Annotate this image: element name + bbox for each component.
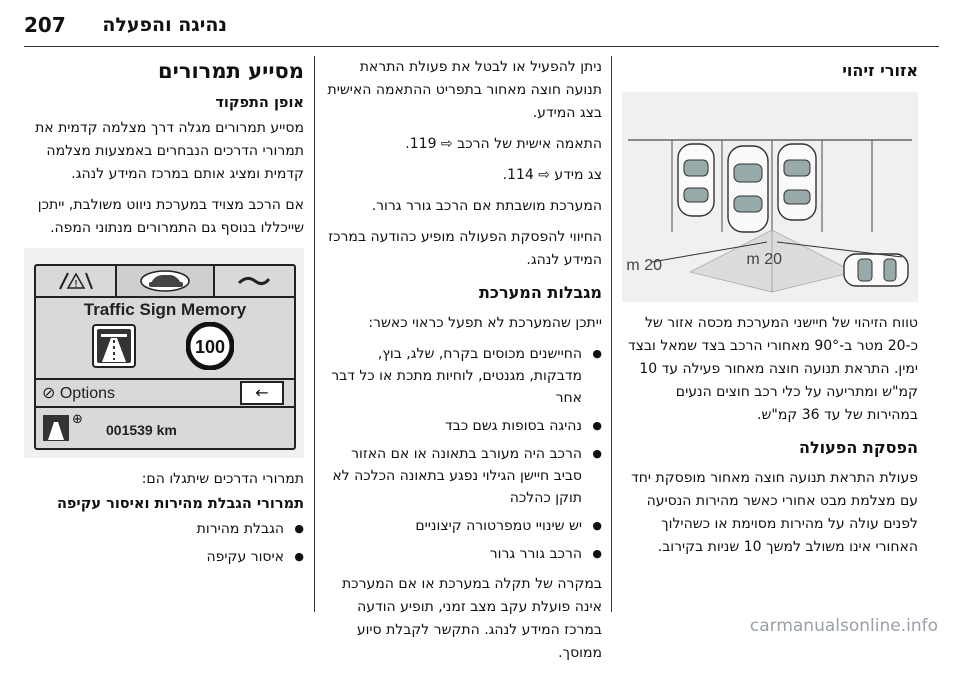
back-arrow-icon: ← [240, 381, 284, 405]
driver-info-display [34, 264, 296, 450]
speed-limit-value: 100 [194, 337, 226, 357]
distance-label-left: 20 m [626, 257, 662, 274]
checkmark-circle-icon: ⊘ [42, 385, 60, 402]
subheading-deactivation: הפסקת הפעולה [798, 438, 918, 457]
limitations-intro: ייתכן שהמערכת לא תפעל כראוי כאשר: [368, 315, 602, 331]
watermark: carmanualsonline.info [749, 616, 938, 636]
malfunction-text: במקרה של תקלה במערכת או אם המערכת אינה פועלת עקב מצב זמני, תופיע הודעה במרכז המידע לנהג. התקשר לקבלת סיוע ממוסך. [341, 576, 602, 661]
trailer-disable-text: המערכת מושבתת אם הרכב גורר גרור. [371, 198, 602, 214]
display-title: Traffic Sign Memory [83, 300, 247, 319]
section-heading-traffic-sign-assistant: מסייע תמרורים [158, 59, 304, 83]
warning-tab [36, 266, 117, 296]
parking-lot-diagram [622, 92, 918, 302]
limitations-list [326, 343, 602, 565]
enable-disable-text: ניתן להפעיל או לבטל את פעולת התראת תנועה חוצה מאחור בתפריט ההתאמה האישית בצג המידע. [327, 59, 602, 121]
motorway-sign-icon [92, 324, 136, 368]
column-divider-right [611, 56, 612, 612]
display-options-row [36, 378, 294, 408]
list-item: ● יש שינויי טמפרטורה קיצוניים [326, 515, 602, 537]
right-column [622, 56, 918, 567]
distance-label-right: 20 m [746, 251, 782, 268]
subheading-speed-and-overtaking: תמרורי הגבלת מהירות ואיסור עקיפה [56, 496, 304, 512]
page-number: 207 [24, 13, 66, 37]
road-tab [215, 266, 294, 296]
speed-limit-sign-icon [186, 322, 234, 370]
list-item: ● הרכב היה מעורב בתאונה או אם האזור סביב חיישן הגילוי נפגע בתאונה הכלכה לא תוקן כהלכה [326, 443, 602, 509]
deactivation-text: פעולת התראת תנועה חוצה מאחור מופסקת יחד עם מצלמת מבט אחורי כאשר מהירות הנסיעה לפנים עולה על מהירות מסוימת או כשהילוך האחורי אינו משולב למשך 10 שניות בקירוב. [631, 470, 918, 555]
left-column [24, 56, 304, 576]
personalization-reference: התאמה אישית של הרכב ⇨ 119. [405, 136, 602, 152]
middle-column [326, 56, 602, 673]
display-tab-bar [36, 266, 294, 298]
odometer-reading: 001539 km [106, 422, 177, 438]
subheading-functionality: אופן התפקוד [215, 95, 304, 111]
sign-types-list [24, 518, 304, 568]
display-bottom-bar [36, 408, 294, 448]
parked-car-right-icon [778, 144, 816, 220]
list-item: ● הרכב גורר גרור [326, 543, 602, 565]
detection-zone-illustration [622, 92, 918, 302]
list-item: ● החיישנים מכוסים בקרח, שלג, בוץ, מדבקות, מגנטים, לוחיות מתכת או כל דבר אחר [326, 343, 602, 409]
car-icon [139, 269, 191, 293]
subheading-system-limitations: מגבלות המערכת [478, 283, 602, 302]
small-motorway-icon [42, 414, 70, 442]
parked-car-left-icon [678, 144, 714, 216]
deactivation-indication-text: החיווי להפסקת הפעולה מופיע כהודעה במרכז המידע לנהג. [328, 229, 602, 268]
section-heading-detection-zones: אזורי זיהוי [842, 61, 918, 80]
info-display-reference: צג מידע ⇨ 114. [502, 167, 602, 183]
column-divider-left [314, 56, 315, 612]
list-item: ● נהיגה בסופות גשם כבד [326, 415, 602, 437]
header-rule [24, 46, 939, 47]
header-title: נהיגה והפעלה [102, 14, 227, 36]
approaching-car-icon [844, 254, 908, 286]
warning-icon [56, 271, 96, 291]
traffic-sign-display-illustration [24, 248, 304, 458]
svg-text:!: ! [73, 279, 78, 290]
vehicle-tab [117, 266, 214, 296]
navigation-text: אם הרכב מצויד במערכת ניווט משולבת, ייתכן שייכללו בנוסף גם התמרורים מנתוני המפה. [37, 197, 304, 236]
list-item: ● הגבלת מהירות [24, 518, 304, 540]
functionality-text: מסייע תמרורים מגלה דרך מצלמה קדמית את תמרורי הדרכים הנבחרים באמצעות מצלמה קדמית ומציג אותם במרכז המידע לנהג. [35, 120, 304, 182]
road-icon [237, 273, 271, 289]
list-item: ● איסור עקיפה [24, 546, 304, 568]
options-label: ⊘ Options [42, 385, 115, 402]
detected-signs-caption: תמרורי הדרכים שיתגלו הם: [141, 471, 304, 487]
plus-circle-icon: ⊕ [72, 412, 83, 427]
detection-range-text: טווח הזיהוי של חיישני המערכת מכסה אזור של כ-20 מטר ב-90° מאחורי הרכב בצד שמאל ובצד ימין. התראת תנועה חוצה מאחור פעילה עד 10 קמ"ש ומתריעה על כלי רכב חוצים הנעים במהירות של עד 36 קמ"ש. [628, 315, 918, 423]
